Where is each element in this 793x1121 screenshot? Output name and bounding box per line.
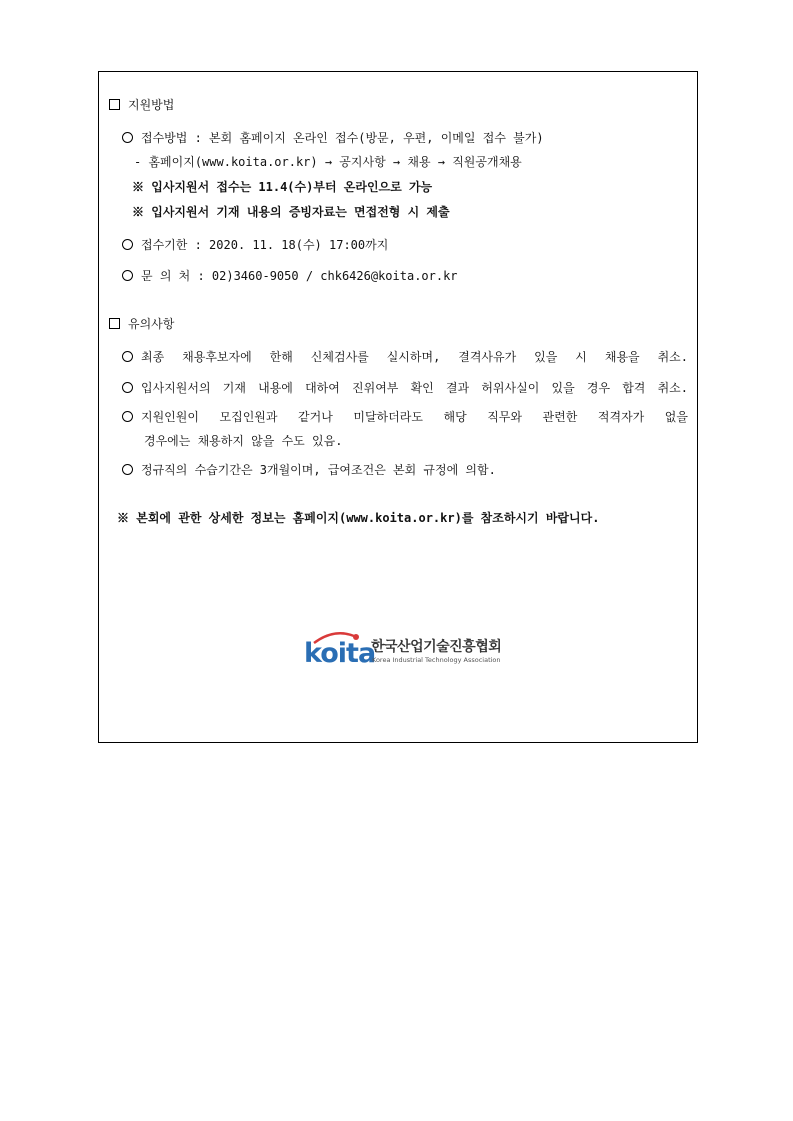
checkbox-square-icon (109, 318, 120, 329)
circle-bullet-icon (122, 382, 133, 393)
section-title: 유의사항 (128, 317, 175, 331)
list-item-deadline: 접수기한 : 2020. 11. 18(수) 17:00까지 (122, 237, 388, 253)
logo-name-english: Korea Industrial Technology Association (372, 656, 501, 664)
list-item-physical-exam: 최종 채용후보자에 한해 신체검사를 실시하며, 결격사유가 있을 시 채용을 취소. (122, 349, 688, 365)
circle-bullet-icon (122, 239, 133, 250)
koita-logo (304, 630, 504, 674)
logo-wordmark: koita (304, 638, 376, 669)
list-item-method: 접수방법 : 본회 홈페이지 온라인 접수(방문, 우편, 이메일 접수 불가) (122, 130, 544, 146)
circle-bullet-icon (122, 132, 133, 143)
list-item-homepage-path: - 홈페이지(www.koita.or.kr) → 공지사항 → 채용 → 직원공개채용 (134, 155, 522, 169)
document-frame (98, 71, 698, 743)
list-item-applicants: 지원인원이 모집인원과 같거나 미달하더라도 해당 직무와 관련한 적격자가 없을 (122, 409, 688, 425)
list-item-applicants-cont: 경우에는 채용하지 않을 수도 있음. (144, 434, 343, 448)
circle-bullet-icon (122, 351, 133, 362)
section-heading-notices (109, 316, 174, 332)
footer-note: ※ 본회에 관한 상세한 정보는 홈페이지(www.koita.or.kr)를 참조하시기 바랍니다. (117, 511, 600, 525)
list-item-contact: 문 의 처 : 02)3460-9050 / chk6426@koita.or.kr (122, 268, 458, 284)
section-heading-application (109, 97, 174, 113)
note-evidence: ※ 입사지원서 기재 내용의 증빙자료는 면접전형 시 제출 (132, 205, 450, 219)
checkbox-square-icon (109, 99, 120, 110)
circle-bullet-icon (122, 464, 133, 475)
list-item-probation: 정규직의 수습기간은 3개월이며, 급여조건은 본회 규정에 의함. (122, 462, 496, 478)
circle-bullet-icon (122, 270, 133, 281)
section-title: 지원방법 (128, 98, 175, 112)
logo-name-korean: 한국산업기술진흥협회 (371, 639, 502, 655)
note-online-start: ※ 입사지원서 접수는 11.4(수)부터 온라인으로 가능 (132, 180, 433, 194)
circle-bullet-icon (122, 411, 133, 422)
list-item-verification: 입사지원서의 기재 내용에 대하여 진위여부 확인 결과 허위사실이 있을 경우 합격 취소. (122, 380, 688, 396)
